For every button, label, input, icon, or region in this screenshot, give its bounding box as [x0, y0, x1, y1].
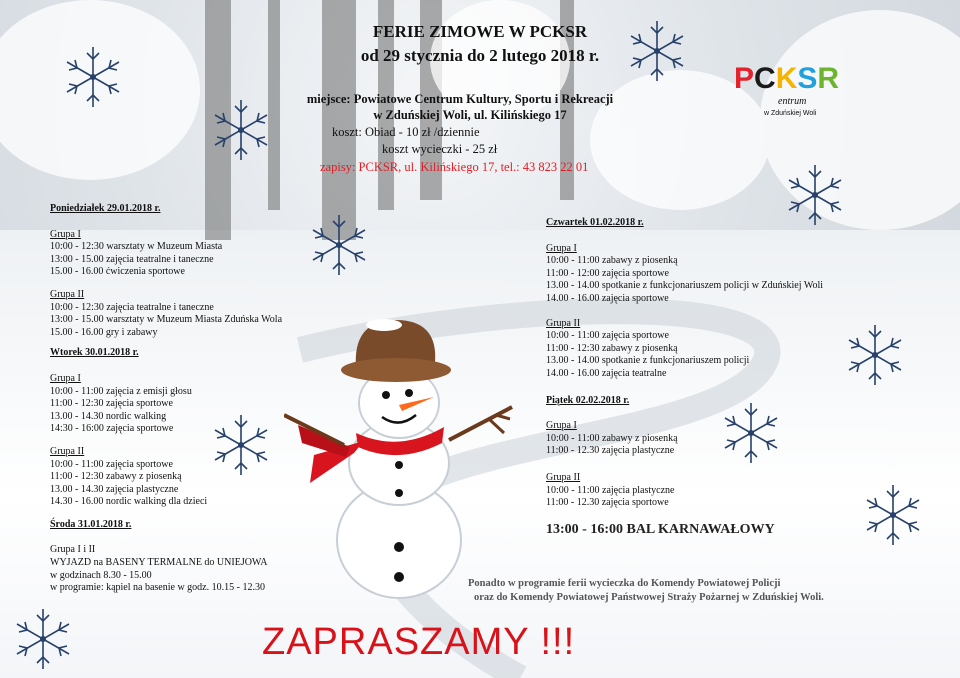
list-item: w godzinach 8.30 - 15.00 — [50, 569, 152, 581]
day-heading-wednesday: Środa 31.01.2018 r. — [50, 518, 132, 530]
snowflake-icon — [58, 42, 128, 112]
list-item: 14:30 - 16:00 zajęcia sportowe — [50, 423, 174, 435]
list-item: 13.00 - 14.00 spotkanie z funkcjonariuszem policji w Zduńskiej Woli — [546, 280, 824, 292]
logo-letter: K — [775, 62, 798, 95]
group-heading: Grupa II — [50, 445, 85, 457]
logo-letter: C — [754, 62, 776, 95]
logo-letter: P — [734, 62, 755, 95]
cta-heading: ZAPRASZAMY !!! — [262, 621, 576, 663]
schedule-left — [50, 203, 282, 595]
logo-script: entrum — [778, 96, 807, 107]
snowflake-icon — [8, 604, 78, 674]
group-heading: Grupa II — [546, 317, 581, 329]
cost-line-1: koszt: Obiad - 10 zł /dziennie — [332, 125, 480, 139]
carnival-ball-heading: 13:00 - 16:00 BAL KARNAWAŁOWY — [546, 522, 775, 537]
list-item: w programie: kąpiel na basenie w godz. 10.15 - 12.30 — [50, 582, 265, 594]
group-heading: Grupa I — [50, 372, 81, 384]
day-heading-friday: Piątek 02.02.2018 r. — [546, 394, 630, 406]
list-item: 15.00 - 16.00 ćwiczenia sportowe — [50, 266, 185, 278]
list-item: 11:00 - 12:00 zajęcia sportowe — [546, 267, 669, 279]
snowman-illustration — [284, 315, 514, 600]
signup-line: zapisy: PCKSR, ul. Kilińskiego 17, tel.: 43 823 22 01 — [320, 160, 589, 174]
cost-line-2: koszt wycieczki - 25 zł — [382, 142, 498, 156]
group-heading: Grupa I — [546, 242, 577, 254]
list-item: 10:00 - 12:30 zajęcia teatralne i taneczne — [50, 301, 214, 313]
title-line-2: od 29 stycznia do 2 lutego 2018 r. — [360, 46, 600, 65]
snowflake-icon — [304, 210, 374, 280]
list-item: 11:00 - 12:30 zabawy z piosenką — [546, 342, 678, 354]
snowflake-icon — [206, 410, 276, 480]
list-item: 14.30 - 16.00 nordic walking dla dzieci — [50, 496, 208, 508]
day-heading-monday: Poniedziałek 29.01.2018 r. — [50, 203, 161, 214]
group-heading: Grupa I i II — [50, 544, 96, 556]
list-item: 10:00 - 11:00 zabawy z piosenką — [546, 255, 678, 267]
list-item: 11:00 - 12:30 zabawy z piosenką — [50, 471, 182, 483]
group-heading: Grupa II — [546, 471, 581, 483]
list-item: 10:00 - 11:00 zajęcia sportowe — [50, 458, 173, 470]
group-heading: Grupa II — [50, 288, 85, 300]
logo-letter: R — [817, 62, 840, 95]
list-item: 14.00 - 16.00 zajęcia teatralne — [546, 367, 667, 379]
footer-line: oraz do Komendy Powiatowej Państwowej Straży Pożarnej w Zduńskiej Woli. — [474, 592, 824, 603]
day-heading-tuesday: Wtorek 30.01.2018 r. — [50, 347, 139, 359]
snowflake-icon — [840, 320, 910, 390]
group-heading: Grupa I — [546, 420, 577, 432]
list-item: 11:00 - 12:30 zajęcia sportowe — [50, 398, 173, 410]
snowflake-icon — [858, 480, 928, 550]
list-item: 15.00 - 16.00 gry i zabawy — [50, 326, 158, 338]
snowflake-icon — [716, 398, 786, 468]
pcksr-logo — [734, 62, 854, 122]
snowflake-icon — [780, 160, 850, 230]
list-item: 14.00 - 16.00 zajęcia sportowe — [546, 292, 669, 304]
list-item: 13.00 - 14.30 zajęcia plastyczne — [50, 483, 179, 495]
snowflake-icon — [622, 16, 692, 86]
place-line-2: w Zduńskiej Woli, ul. Kilińskiego 17 — [373, 108, 567, 122]
list-item: 13:00 - 15.00 zajęcia teatralne i taneczne — [50, 253, 214, 265]
group-heading: Grupa I — [50, 228, 81, 240]
logo-letter: S — [797, 62, 818, 95]
list-item: 13.00 - 14.30 nordic walking — [50, 410, 167, 422]
footer-line: Ponadto w programie ferii wycieczka do Komendy Powiatowej Policji — [468, 578, 781, 589]
place-line-1: miejsce: Powiatowe Centrum Kultury, Sportu i Rekreacji — [306, 92, 614, 106]
list-item: 11:00 - 12.30 zajęcia sportowe — [546, 497, 669, 509]
logo-subtitle: w Zduńskiej Woli — [764, 110, 817, 117]
list-item: 10:00 - 11:00 zajęcia plastyczne — [546, 484, 675, 496]
list-item: WYJAZD na BASENY TERMALNE do UNIEJOWA — [50, 557, 268, 569]
title-line-1: FERIE ZIMOWE W PCKSR — [372, 22, 588, 41]
list-item: 10:00 - 11:00 zajęcia z emisji głosu — [50, 385, 192, 397]
list-item: 10:00 - 11:00 zajęcia sportowe — [546, 330, 669, 342]
footer-note — [468, 577, 824, 605]
list-item: 10:00 - 12:30 warsztaty w Muzeum Miasta — [50, 241, 223, 253]
day-heading-thursday: Czwartek 01.02.2018 r. — [546, 217, 644, 228]
snowflake-icon — [206, 95, 276, 165]
list-item: 10:00 - 11:00 zabawy z piosenką — [546, 432, 678, 444]
list-item: 11:00 - 12.30 zajęcia plastyczne — [546, 445, 675, 457]
list-item: 13.00 - 14.00 spotkanie z funkcjonariuszem policji — [546, 355, 750, 367]
list-item: 13:00 - 15.00 warsztaty w Muzeum Miasta Zduńska Wola — [50, 314, 283, 326]
